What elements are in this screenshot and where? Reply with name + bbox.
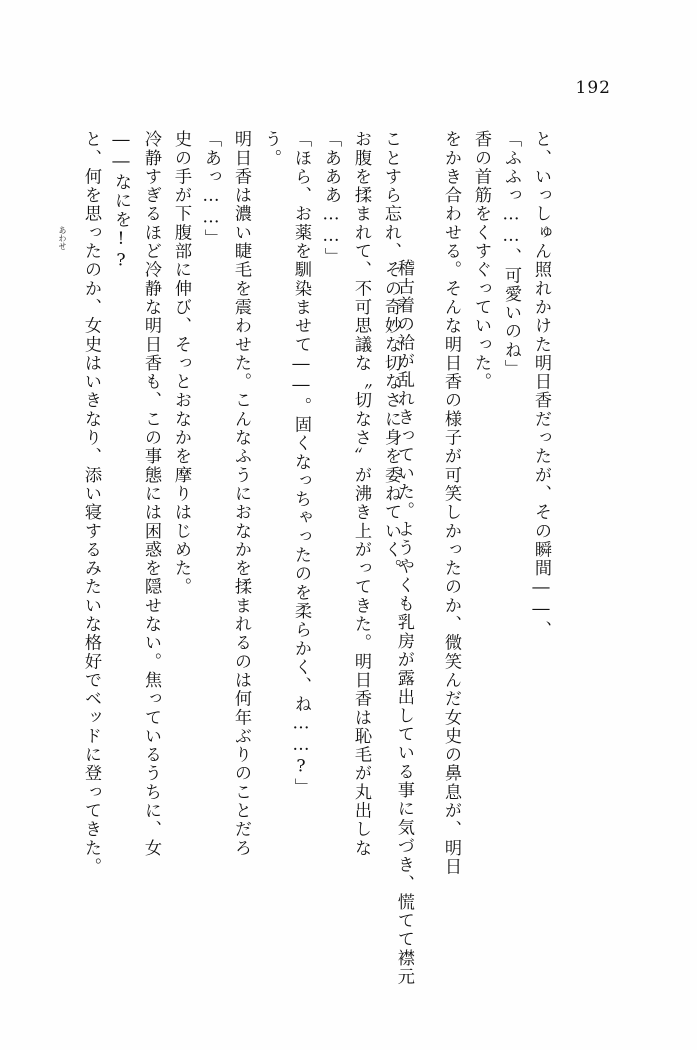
- page-number: 192: [575, 78, 611, 98]
- vertical-text-body: [58, 130, 629, 1015]
- text-column: 香の首筋をくすぐっていった。: [471, 130, 491, 392]
- text-column: 「あっ……」: [201, 130, 221, 248]
- text-column: 「ほら、お薬を馴染ませて――。固くなっちゃったのを柔らかく、ね……?」: [291, 130, 311, 797]
- text-column: と、何を思ったのか、女史はいきなり、添い寝するみたいな格好でベッドに登ってきた。: [81, 130, 101, 876]
- text-column: お腹を揉まれて、不可思議な〝切なさ〟が沸き上がってきた。明日香は恥毛が丸出しな: [351, 130, 371, 858]
- text-column: 明日香は濃い睫毛を震わせた。こんなふうにおなかを揉まれるのは何年ぶりのことだろ: [231, 130, 251, 858]
- text-column: ――なにを!?: [111, 130, 131, 272]
- text-column: 「あああ……」: [321, 130, 341, 267]
- ruby-annotation: あわせ: [58, 226, 67, 250]
- text-column: をかき合わせる。そんな明日香の様子が可笑しかったのか、微笑んだ女史の鼻息が、明日: [441, 130, 461, 876]
- text-column: 「ふふっ……、可愛いのね」: [501, 130, 521, 379]
- text-column: ことすら忘れ、その奇妙な切なさに身を委ねていく。: [381, 130, 401, 578]
- text-column: と、いっしゅん照れかけた明日香だったが、その瞬間――、: [531, 130, 551, 640]
- text-column: 史の手が下腹部に伸び、そっとおなかを摩りはじめた。: [171, 130, 191, 597]
- text-column: 稽古着の袷が乱れきっていた。ようやくも乳房が露出している事に気づき、慌てて襟元: [393, 258, 414, 987]
- text-column: う。: [261, 130, 281, 168]
- text-column: 冷静すぎるほど冷静な明日香も、この事態には困惑を隠せない。焦っているうちに、女: [141, 130, 161, 858]
